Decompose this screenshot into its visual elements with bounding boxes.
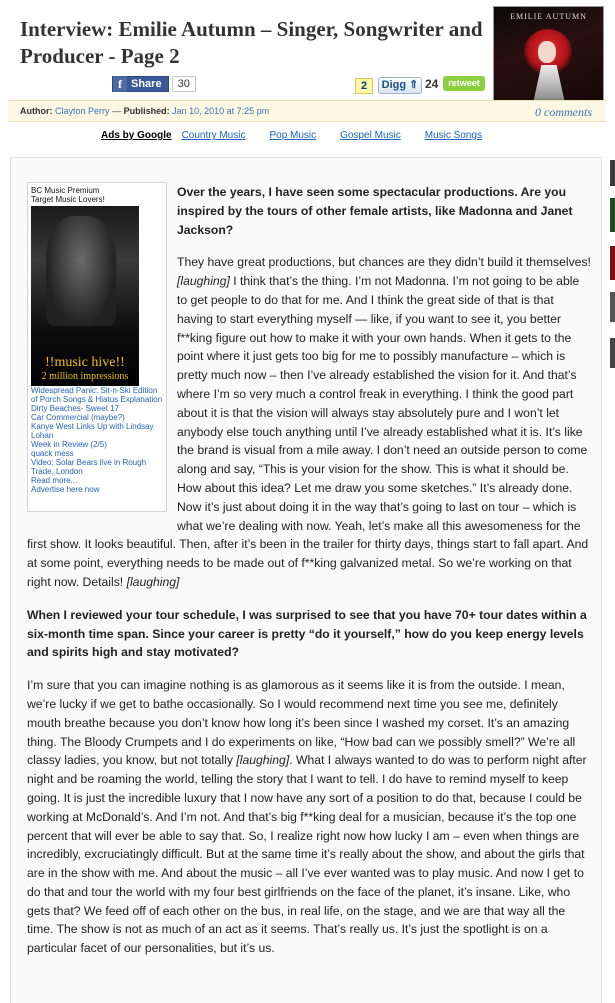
sidebar-advertise-link[interactable]: Advertise here now bbox=[31, 485, 100, 494]
facebook-icon: f bbox=[113, 76, 127, 92]
retweet-count: 24 bbox=[425, 77, 439, 91]
ad-link-pop-music[interactable]: Pop Music bbox=[269, 130, 317, 141]
facebook-share-label: Share bbox=[131, 78, 162, 90]
answer-text: I think that’s the thing. I’m not Madonna. I’m not going to be able to get people to do that for me. And I think the great side of that is that having to start everything myself — like, if you want to see it, you better f**king figure out how to make it with your own hands. When it gets to the point where it just gets too big for me to possibly manufacture – which is pretty much now – then I’ve already established the vision for it. And that’s where I’m so very much a control freak in everything. I think the good part about it is that the vision will always stay absolutely pure and I won’t let anybody else touch anything until I’ve already established what it is. It’s like the brand is visual from a mile away. I don’t need an outside person to come along and say, “This is your vision for the show. This is what it should be. How about this idea? Let me draw you some sketches.” It’s already done. Now it’s just about doing it in the way that’s going to last on tour – which is what we’re dealing with now. Yeah, let’s make all this awesomeness for the first show. It looks beautiful. Then, after it’s been in the trailer for thirty days, things start to fall apart. And at some point, everything needs to be made out of f**king galvanized metal. So we’re working on that right now. Details! bbox=[27, 274, 589, 589]
digg-count: 2 bbox=[355, 78, 373, 94]
laughing-note: [laughing] bbox=[177, 274, 230, 289]
digg-button[interactable] bbox=[378, 77, 422, 94]
promo-title-2[interactable]: Target Music Lovers! bbox=[31, 195, 105, 204]
edge-tab-2[interactable] bbox=[610, 198, 615, 232]
promo-sub-text: 2 million impressions bbox=[41, 371, 129, 382]
edge-tab-3[interactable] bbox=[610, 246, 615, 280]
facebook-share-count: 30 bbox=[172, 76, 196, 92]
answer-text: . What I always wanted to do was to perform night after night and be roaming the world, telling the story that I want to tell. I do have to remind myself to keep going. It is just the incredible luxury that I now have any sort of a position to do that, because I could be working at McDonald’s. And I’m not. And that’s big f**king deal for a musician, because it’s the top one percent that will ever be able to say that. So, I realize right now how lucky I am – even when things are incredibly, excruciatingly difficult. But at the same time it’s really about the show, and about the girls that are in the show with me. And about the music – all I’ve ever wanted was to play music. And now I get to do that and tour the world with my four best girlfriends on the face of the planet, it’s insane. Like, who gets that? We feed off of each other on the bus, in real life, on the stage, and we are that way all the time. The show is not as much of an act as it seems. That’s really us. It’s just the spotlight is on a particular facet of our personalities, but it’s us. bbox=[27, 753, 587, 956]
ad-link-gospel-music[interactable]: Gospel Music bbox=[340, 130, 401, 141]
thumbnail-caption: EMILIE AUTUMN bbox=[510, 12, 587, 21]
answer-text: I’m sure that you can imagine nothing is as glamorous as it seems like it is from the outside. I mean, we’re lucky if we get to bathe occasionally. So I would recommend next time you see me, definitely mouth breathe because you don’t know how long it’s been since I washed my corset. It’s an amazing thing. The Bloody Crumpets and I do experiments on like, “How bad can we possibly smell?” We’re all classy ladies, you know, but not totally bbox=[27, 678, 576, 768]
promo-title-1[interactable]: BC Music Premium bbox=[31, 186, 100, 195]
article-header bbox=[0, 0, 615, 160]
ad-link-country-music[interactable]: Country Music bbox=[181, 130, 246, 141]
sidebar-link[interactable]: Dirty Beaches- Sweet 17 bbox=[31, 404, 120, 413]
thumbnail-face-shape bbox=[538, 41, 556, 63]
laughing-note: [laughing] bbox=[126, 574, 180, 589]
meta-separator: — bbox=[112, 106, 122, 116]
digg-arrow-icon: ⇑ bbox=[409, 79, 419, 91]
sidebar-link[interactable]: Widespread Panic: Sit-n-Ski Edition of Porch Songs & Hiatus Explanation bbox=[31, 386, 163, 404]
page-title: Interview: Emilie Autumn – Singer, Songwriter and Producer - Page 2 bbox=[20, 17, 483, 68]
author-label: Author: bbox=[20, 106, 53, 116]
interview-question: When I reviewed your tour schedule, I was surprised to see that you have 70+ tour dates within a six-month time span. Since your career is pretty “do it yourself,” how do you keep energy levels and spirits high and stay motivated? bbox=[27, 607, 587, 660]
facebook-share-button[interactable] bbox=[112, 76, 169, 92]
promo-banner-text: !!music hive!! bbox=[45, 355, 125, 370]
article-body bbox=[27, 183, 592, 972]
google-ads-row bbox=[101, 130, 506, 141]
sidebar-spacer bbox=[27, 183, 177, 528]
laughing-note: [laughing] bbox=[236, 753, 290, 768]
ad-link-music-songs[interactable]: Music Songs bbox=[424, 130, 482, 141]
sidebar-link[interactable]: Kanye West Links Up with Lindsay Lohan bbox=[31, 422, 154, 440]
facebook-share-widget bbox=[112, 76, 196, 92]
digg-label: Digg bbox=[381, 79, 407, 91]
edge-tab-4[interactable] bbox=[610, 292, 615, 322]
sidebar-read-more-link[interactable]: Read more... bbox=[31, 476, 78, 485]
edge-tab-1[interactable] bbox=[610, 160, 615, 186]
sidebar-link[interactable]: Week in Review (2/5) bbox=[31, 440, 107, 449]
published-date: Jan 10, 2010 at 7:25 pm bbox=[172, 106, 270, 116]
edge-tab-5[interactable] bbox=[610, 338, 615, 368]
ads-by-google-link[interactable]: Ads by Google bbox=[101, 130, 172, 141]
sidebar-link[interactable]: Car Commercial (maybe?) bbox=[31, 413, 125, 422]
sidebar-link[interactable]: Video: Solar Bears live in Rough Trade, London bbox=[31, 458, 147, 476]
published-label: Published: bbox=[123, 106, 170, 116]
article-meta-bar bbox=[8, 100, 606, 122]
answer-text: They have great productions, but chances are they didn’t build it themselves! bbox=[177, 255, 591, 270]
comments-link[interactable]: 0 comments bbox=[535, 105, 592, 119]
interview-answer bbox=[27, 676, 592, 958]
interview-question: Over the years, I have seen some spectacular productions. Are you inspired by the tours of other female artists, like Madonna and Janet Jackson? bbox=[177, 185, 573, 237]
author-link[interactable]: Clayton Perry bbox=[55, 106, 110, 116]
retweet-button[interactable]: retweet bbox=[443, 76, 485, 91]
sidebar-link[interactable]: quack mess bbox=[31, 449, 74, 458]
